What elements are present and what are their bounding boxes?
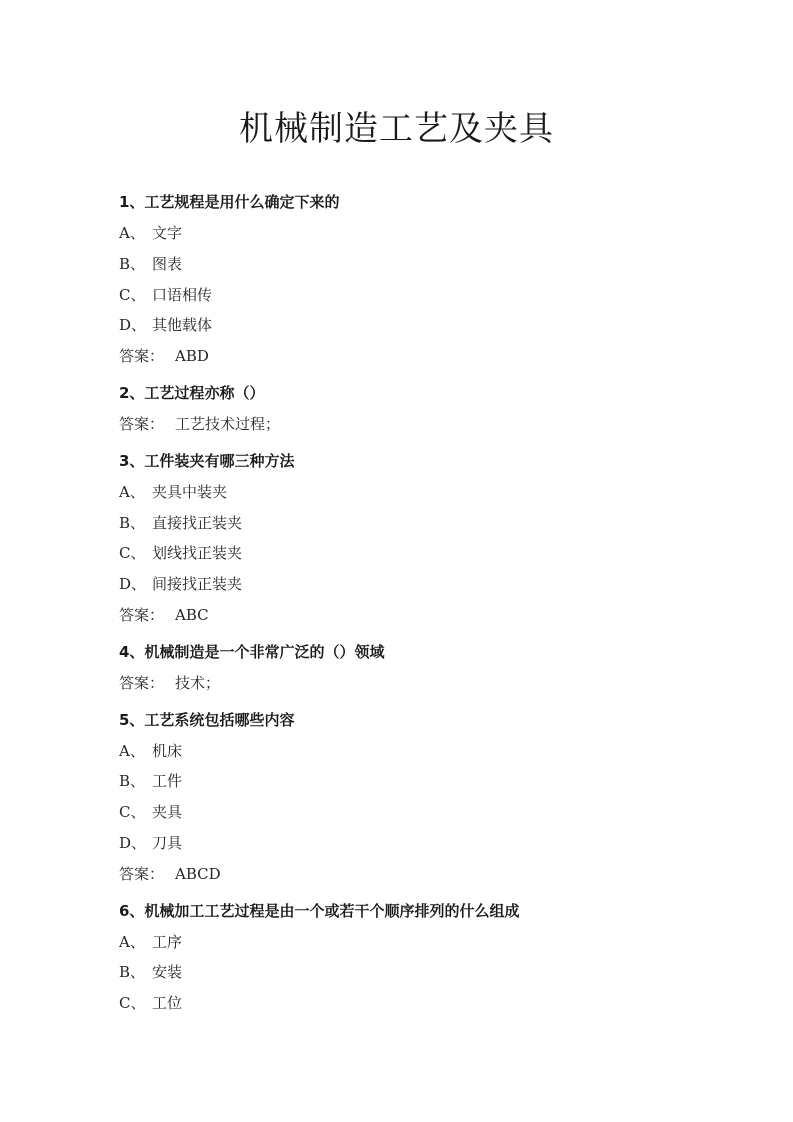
option-letter: D、 xyxy=(119,833,147,852)
option-d xyxy=(119,310,739,341)
question-list xyxy=(119,187,739,1019)
question-1 xyxy=(119,187,739,372)
answer-value: 技术； xyxy=(175,673,221,692)
question-heading: 3、工件装夹有哪三种方法 xyxy=(119,451,295,470)
option-text: 工位 xyxy=(152,994,183,1013)
option-c xyxy=(119,988,739,1019)
question-3 xyxy=(119,446,739,631)
option-text: 夹具 xyxy=(152,803,183,822)
option-letter: D、 xyxy=(119,316,147,335)
question-5 xyxy=(119,705,739,890)
option-d xyxy=(119,828,739,859)
question-2 xyxy=(119,378,739,440)
option-b xyxy=(119,508,739,539)
question-heading: 6、机械加工工艺过程是由一个或若干个顺序排列的什么组成 xyxy=(119,901,520,920)
option-b xyxy=(119,957,739,988)
answer-line xyxy=(119,859,739,890)
option-a xyxy=(119,736,739,767)
option-text: 机床 xyxy=(152,741,183,760)
answer-label: 答案： xyxy=(119,414,165,433)
option-text: 夹具中装夹 xyxy=(152,482,228,501)
option-letter: A、 xyxy=(119,224,145,242)
answer-value: ABD xyxy=(175,347,209,366)
option-c xyxy=(119,280,739,311)
option-b xyxy=(119,766,739,797)
option-text: 其他载体 xyxy=(152,316,213,335)
option-letter: B、 xyxy=(119,963,146,982)
option-text: 口语相传 xyxy=(152,285,213,304)
option-a xyxy=(119,218,739,249)
option-letter: C、 xyxy=(119,994,146,1013)
option-text: 文字 xyxy=(152,224,183,242)
option-text: 划线找正装夹 xyxy=(152,544,243,563)
question-heading: 2、工艺过程亦称（） xyxy=(119,383,265,402)
answer-label: 答案： xyxy=(119,673,165,692)
answer-value: 工艺技术过程； xyxy=(175,414,281,433)
option-text: 图表 xyxy=(152,254,183,273)
option-c xyxy=(119,538,739,569)
option-d xyxy=(119,569,739,600)
answer-line xyxy=(119,668,739,699)
option-letter: C、 xyxy=(119,285,146,304)
question-6 xyxy=(119,896,739,1019)
option-letter: A、 xyxy=(119,932,145,951)
question-heading: 1、工艺规程是用什么确定下来的 xyxy=(119,193,340,211)
answer-label: 答案： xyxy=(119,347,165,366)
answer-value: ABC xyxy=(175,605,209,624)
option-text: 直接找正装夹 xyxy=(152,513,243,532)
answer-line xyxy=(119,600,739,631)
option-text: 间接找正装夹 xyxy=(152,575,243,594)
option-letter: B、 xyxy=(119,254,146,273)
answer-value: ABCD xyxy=(175,864,221,883)
option-a xyxy=(119,927,739,958)
question-heading: 4、机械制造是一个非常广泛的（）领域 xyxy=(119,642,385,661)
answer-line xyxy=(119,341,739,372)
option-text: 安装 xyxy=(152,963,183,982)
option-letter: B、 xyxy=(119,772,146,791)
option-b xyxy=(119,249,739,280)
question-heading: 5、工艺系统包括哪些内容 xyxy=(119,710,295,729)
option-text: 工件 xyxy=(152,772,183,791)
option-letter: A、 xyxy=(119,482,145,501)
option-c xyxy=(119,797,739,828)
answer-line xyxy=(119,409,739,440)
question-4 xyxy=(119,637,739,699)
option-letter: B、 xyxy=(119,513,146,532)
option-text: 刀具 xyxy=(152,833,183,852)
option-letter: C、 xyxy=(119,803,146,822)
option-letter: A、 xyxy=(119,741,145,760)
answer-label: 答案： xyxy=(119,864,165,883)
option-letter: D、 xyxy=(119,575,147,594)
option-text: 工序 xyxy=(152,932,183,951)
option-letter: C、 xyxy=(119,544,146,563)
page-title: 机械制造工艺及夹具 xyxy=(239,109,554,149)
option-a xyxy=(119,477,739,508)
answer-label: 答案： xyxy=(119,605,165,624)
